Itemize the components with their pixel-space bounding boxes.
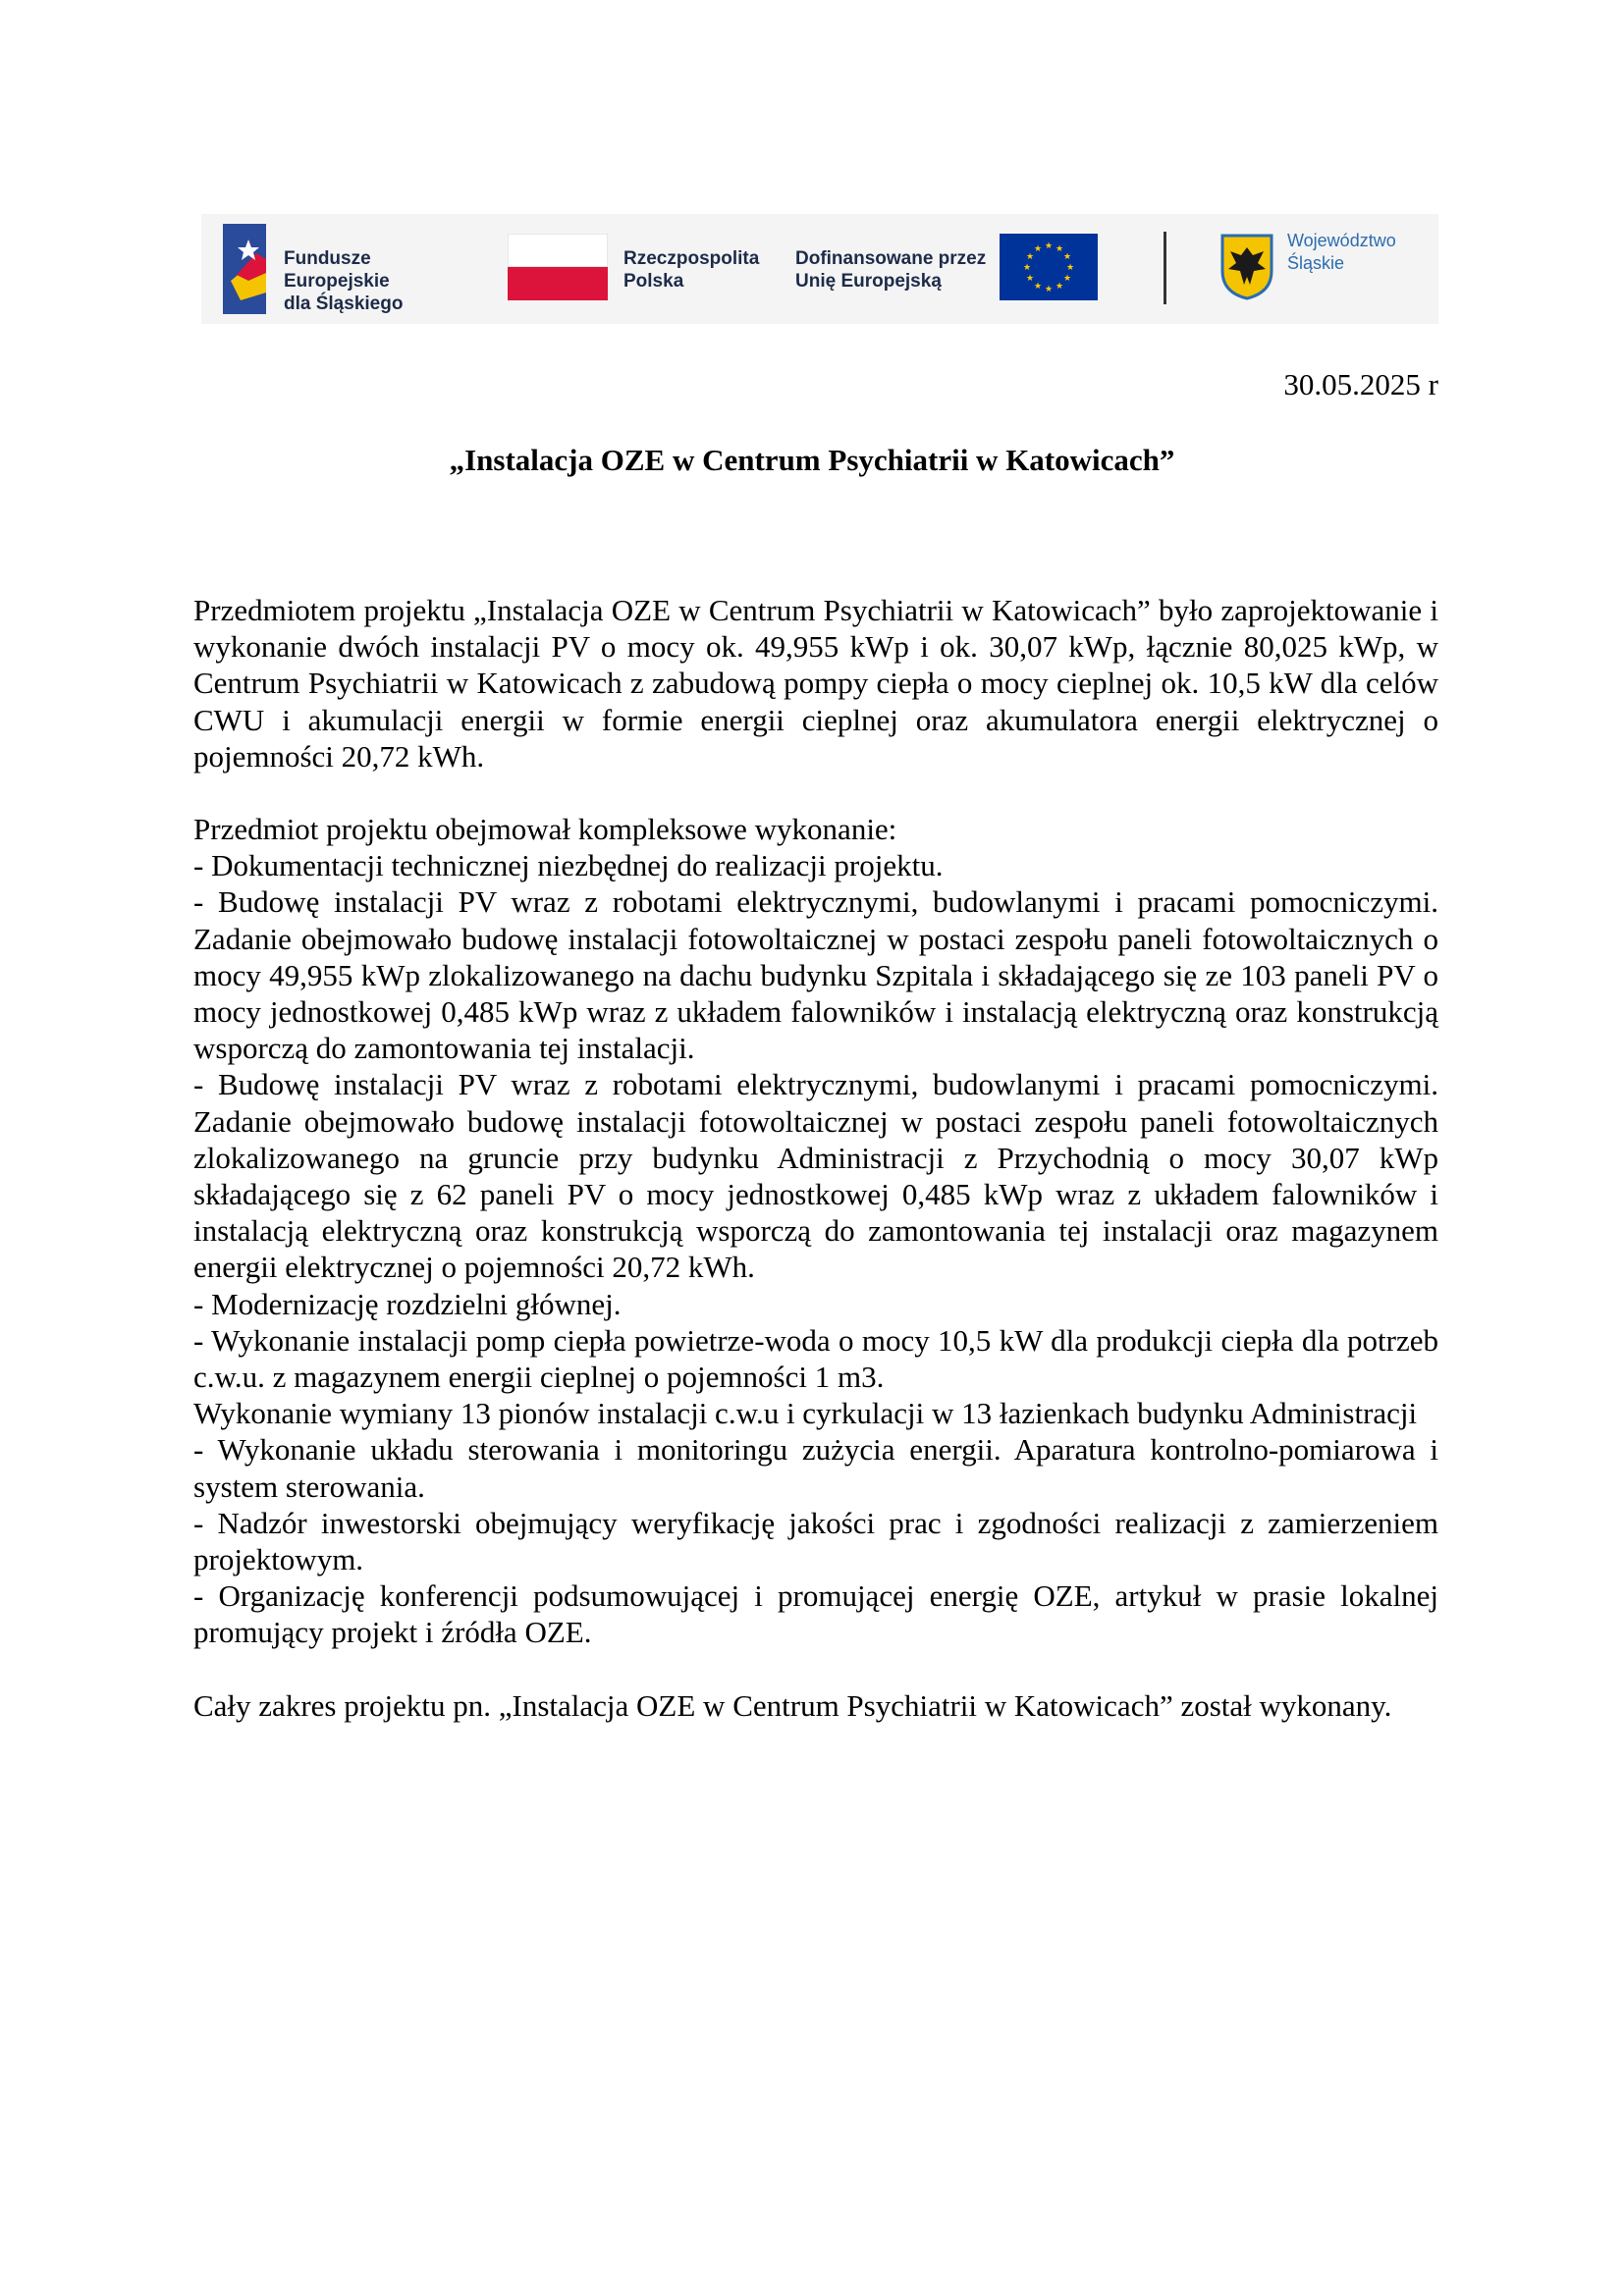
scope-item: - Organizację konferencji podsumowującej i promującej energię OZE, artykuł w prasie lokalnej promujący projekt i źródła OZE. xyxy=(193,1578,1438,1650)
document-title: „Instalacja OZE w Centrum Psychiatrii w Katowicach” xyxy=(449,443,1175,477)
funds-line1: Fundusze Europejskie xyxy=(284,248,390,292)
poland-line1: Rzeczpospolita xyxy=(623,248,760,269)
intro-paragraph: Przedmiotem projektu „Instalacja OZE w Centrum Psychiatrii w Katowicach” było zaprojektowanie i wykonanie dwóch instalacji PV o mocy ok. 49,955 kWp i ok. 30,07 kWp, łącznie 80,025 kWp, w Centrum Psychiatrii w Katowicach z zabudową pompy ciepła o mocy cieplnej ok. 10,5 kW dla celów CWU i akumulacji energii w formie energii cieplnej oraz akumulatora energii elektrycznej o pojemności 20,72 kWh. xyxy=(193,593,1438,774)
svg-text:★: ★ xyxy=(1025,274,1035,284)
polish-flag-icon xyxy=(508,234,608,300)
region-logo-text xyxy=(1287,230,1396,275)
svg-text:★: ★ xyxy=(1022,263,1032,273)
logo-divider xyxy=(1164,232,1166,304)
eu-logo-text xyxy=(795,247,986,293)
eu-line2: Unię Europejską xyxy=(795,271,942,292)
svg-text:★: ★ xyxy=(1062,252,1072,262)
scope-item: - Nadzór inwestorski obejmujący weryfikację jakości prac i zgodności realizacji z zamierzeniem projektowym. xyxy=(193,1505,1438,1577)
svg-text:★: ★ xyxy=(1044,285,1054,294)
svg-text:★: ★ xyxy=(1033,282,1043,292)
region-logo xyxy=(1220,214,1436,324)
scope-item: - Budowę instalacji PV wraz z robotami elektrycznymi, budowlanymi i pracami pomocniczymi. Zadanie obejmowało budowę instalacji fotowoltaicznej w postaci zespołu paneli fotowoltaicznych o mocy 49,955 kWp zlokalizowanego na dachu budynku Szpitala i składającego się ze 103 paneli PV o mocy jednostkowej 0,485 kWp wraz z układem falowników i instalacją elektryczną oraz konstrukcją wsporczą do zamontowania tej instalacji. xyxy=(193,884,1438,1066)
svg-text:★: ★ xyxy=(1065,263,1075,273)
svg-text:★: ★ xyxy=(1025,252,1035,262)
scope-item: - Wykonanie układu sterowania i monitoringu zużycia energii. Aparatura kontrolno-pomiarowa i system sterowania. xyxy=(193,1432,1438,1504)
eu-line1: Dofinansowane przez xyxy=(795,248,987,269)
scope-heading: Przedmiot projektu obejmował kompleksowe wykonanie: xyxy=(193,812,897,847)
scope-item: - Dokumentacji technicznej niezbędnej do realizacji projektu. xyxy=(193,848,944,883)
poland-line2: Polska xyxy=(623,271,684,292)
region-line2: Śląskie xyxy=(1287,253,1345,273)
svg-text:★: ★ xyxy=(1044,241,1054,251)
svg-text:★: ★ xyxy=(1062,274,1072,284)
document-date: 30.05.2025 r xyxy=(1283,367,1438,401)
scope-item: - Wykonanie instalacji pomp ciepła powietrze-woda o mocy 10,5 kW dla produkcji ciepła dla potrzeb c.w.u. z magazynem energii cieplnej o pojemności 1 m3. xyxy=(193,1322,1438,1395)
poland-logo xyxy=(508,214,763,324)
scope-item: - Modernizację rozdzielni głównej. xyxy=(193,1286,622,1321)
svg-text:★: ★ xyxy=(1033,244,1043,254)
funds-emblem-icon xyxy=(223,224,270,314)
funds-line2: dla Śląskiego xyxy=(284,294,404,314)
closing-paragraph: Cały zakres projektu pn. „Instalacja OZE w Centrum Psychiatrii w Katowicach” został wykonany. xyxy=(193,1687,1392,1723)
eu-flag-icon xyxy=(1000,234,1098,300)
svg-text:★: ★ xyxy=(1055,282,1064,292)
region-line1: Województwo xyxy=(1287,231,1396,250)
poland-logo-text xyxy=(623,247,759,293)
svg-text:★: ★ xyxy=(1055,244,1064,254)
document-body xyxy=(193,592,1438,1724)
logo-strip xyxy=(201,214,1438,324)
funds-logo-text xyxy=(284,247,455,315)
eagle-coat-of-arms-icon xyxy=(1220,234,1273,300)
scope-item: Wykonanie wymiany 13 pionów instalacji c.w.u i cyrkulacji w 13 łazienkach budynku Administracji xyxy=(193,1396,1418,1431)
eu-logo xyxy=(795,214,1119,324)
scope-item: - Budowę instalacji PV wraz z robotami elektrycznymi, budowlanymi i pracami pomocniczymi. Zadanie obejmowało budowę instalacji fotowoltaicznej w postaci zespołu paneli fotowoltaicznych zlokalizowanego na gruncie przy budynku Administracji z Przychodnią o mocy 30,07 kWp składającego się z 62 paneli PV o mocy jednostkowej 0,485 kWp wraz z układem falowników i instalacją elektryczną oraz konstrukcją wsporczą do zamontowania tej instalacji oraz magazynem energii elektrycznej o pojemności 20,72 kWh. xyxy=(193,1067,1438,1285)
funds-logo xyxy=(219,214,455,324)
